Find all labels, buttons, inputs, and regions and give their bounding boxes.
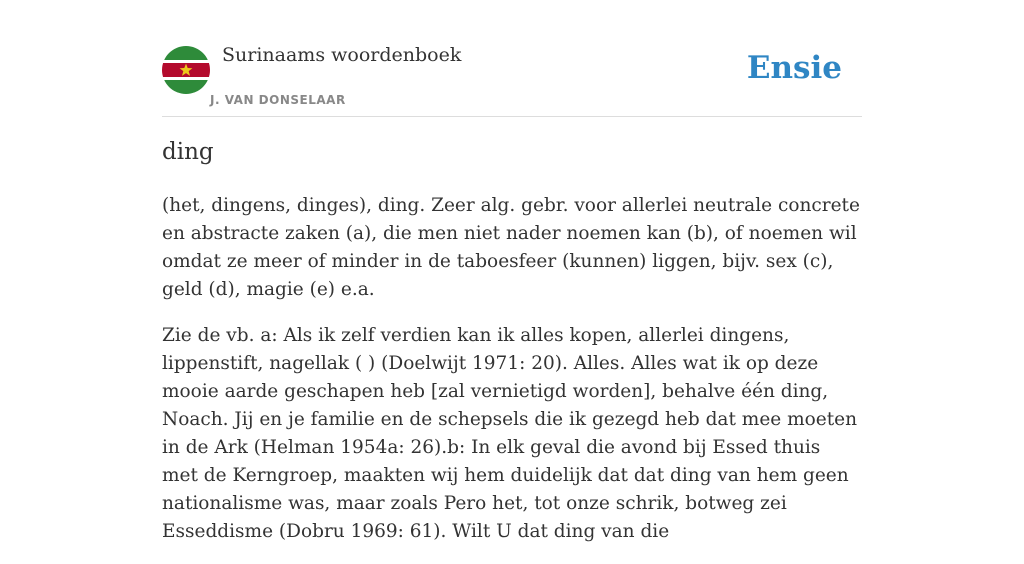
- suriname-flag-icon[interactable]: [162, 46, 210, 94]
- star-icon: [179, 63, 193, 77]
- page: [162, 0, 862, 542]
- entry-paragraph: (het, dingens, dinges), ding. Zeer alg. gebr. voor allerlei neutrale concrete en abstracte zaken (a), die men niet nader noemen kan (b), of noemen wil omdat ze meer of minder in de taboesfeer (kunnen) liggen, bijv. sex (c), geld (d), magie (e) e.a.: [162, 195, 860, 300]
- dictionary-title-link[interactable]: Surinaams woordenboek: [222, 44, 462, 66]
- header: [162, 0, 862, 117]
- entry-paragraph: Zie de vb. a: Als ik zelf verdien kan ik alles kopen, allerlei dingens, lippenstift, nagellak ( ) (Doelwijt 1971: 20). Alles. Alles wat ik op deze mooie aarde geschapen heb [zal vernietigd worden], behalve één ding, Noach. Jij en je familie en de schepsels die ik gezegd heb dat mee moeten in de Ark (Helman 1954a: 26).b: In elk geval die avond bij Essed thuis met de Kerngroep, maakten wij hem duidelijk dat dat ding van hem geen nationalisme was, maar zoals Pero het, tot onze schrik, botweg zei Esseddisme (Dobru 1969: 61). Wilt U dat ding van die: [162, 325, 858, 542]
- entry-body: [162, 192, 862, 564]
- dictionary-author: J. VAN DONSELAAR: [210, 93, 346, 107]
- ensie-logo-link[interactable]: Ensie: [746, 50, 842, 86]
- entry-headword: ding: [162, 139, 214, 165]
